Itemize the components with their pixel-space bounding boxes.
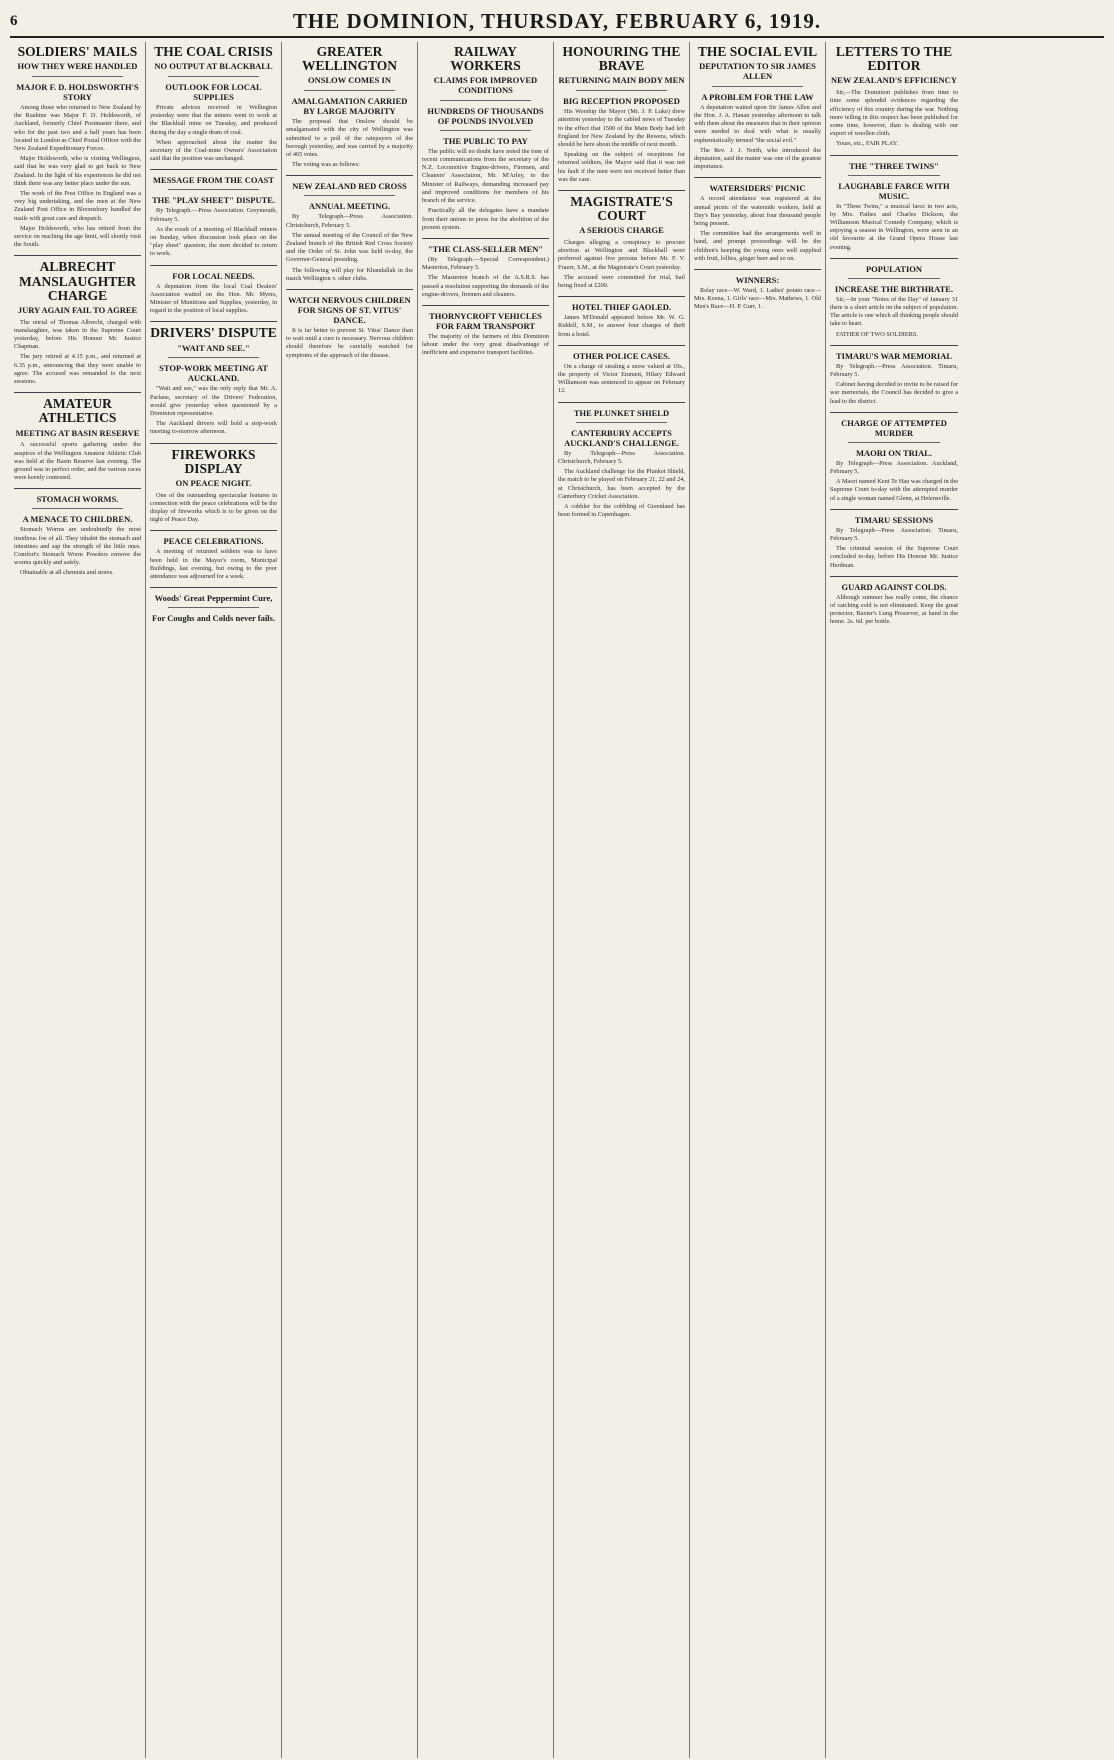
article-paragraph: The Masterton branch of the A.S.R.S. has passed a resolution supporting the demands of the engine-drivers, firemen and cleaners.	[422, 274, 549, 298]
article	[558, 345, 685, 396]
article-body	[150, 283, 277, 316]
article-deck: MAORI ON TRIAL.	[855, 447, 933, 458]
article	[150, 443, 277, 525]
article	[150, 530, 277, 581]
article	[422, 238, 549, 299]
article	[286, 45, 413, 169]
article-separator	[422, 238, 549, 239]
article-paragraph: The proposal that Onslow should be amalgamated with the city of Wellington was submitted to a poll of the ratepayers of the borough yesterday, and was carried by a majority of 465 votes.	[286, 118, 413, 158]
article-deck: "WAIT AND SEE."	[177, 342, 250, 353]
article-deck: MESSAGE FROM THE COAST	[153, 175, 274, 186]
article-headline: GREATER WELLINGTON	[301, 44, 398, 74]
article-body	[422, 148, 549, 232]
article-body	[150, 385, 277, 436]
article-body	[422, 256, 549, 299]
article-headline: AMATEUR ATHLETICS	[38, 396, 117, 426]
article-body	[830, 527, 958, 570]
article-paragraph: By Telegraph—Press Association. Christchurch, February 5.	[558, 449, 685, 465]
article-paragraph: FATHER OF TWO SOLDIERS.	[836, 330, 918, 338]
article-paragraph: The Auckland challenge for the Plunket Shield, the match to be played on February 21, 22 and 24, at Christchurch, has been accepted by the Canterbury Cricket Association.	[558, 468, 685, 500]
article-headline: FIREWORKS DISPLAY	[171, 446, 256, 476]
deck-rule	[168, 607, 259, 608]
article-separator	[150, 265, 277, 266]
article-deck: NEW ZEALAND RED CROSS	[292, 181, 407, 192]
article-deck: STOMACH WORMS.	[36, 494, 119, 505]
article-paragraph: A deputation from the local Coal Dealers' Association waited on the Hon. Mr. Myers, Minister of Munitions and Supplies, yesterday, in regard to the position of local supplies.	[150, 282, 277, 315]
article-paragraph: Sir,—The Dominion publishes from time to time some splendid evidences regarding the efficiency of this country during the war. Nothing more telling in this respect has been published for some time, however, than is dealing with our export of woollen cloth.	[830, 89, 958, 138]
article-paragraph: On a charge of stealing a snow valued at 10s., the property of Victor Emmett, Hilary Edward Williamson was sentenced to appear on February 12.	[558, 362, 685, 395]
article-deck: A SERIOUS CHARGE	[579, 225, 664, 236]
column-6	[690, 42, 826, 1758]
article	[830, 345, 958, 406]
deck-rule	[848, 442, 940, 443]
article-paragraph: Among those who returned to New Zealand by the Ruahine was Major F. D. Holdsworth, of Auckland, formerly Chief Postmaster there, and who for the past two and a half years has been located in London as Chief Postal Officer with the New Zealand Expeditionary Forces.	[14, 103, 141, 152]
article-paragraph: "Wait and see," was the only reply that Mr. A. Parlane, secretary of the Drivers' Federation, would give yesterday when questioned by a Dominion representative.	[150, 385, 277, 417]
article	[150, 321, 277, 436]
deck-rule	[576, 422, 667, 423]
article-headline: RAILWAY WORKERS	[450, 44, 521, 74]
article-deck: INCREASE THE BIRTHRATE.	[834, 283, 954, 294]
article-deck: CLAIMS FOR IMPROVED CONDITIONS	[433, 75, 538, 96]
article	[150, 45, 277, 163]
article-separator	[150, 530, 277, 531]
article-body	[558, 314, 685, 339]
article-paragraph: Although summer has really come, the chance of catching cold is not eliminated. Keep the great protector, Baxter's Lung Preserver, at hand in the home. 2s. 6d. per bottle.	[830, 593, 958, 626]
article	[150, 169, 277, 258]
deck-rule	[848, 278, 940, 279]
article-deck: ONSLOW COMES IN	[308, 75, 391, 86]
article-paragraph: The Rev. J. J. North, who introduced the deputation, said the matter was one of the greatest importance.	[694, 146, 821, 171]
article-body	[14, 441, 141, 482]
article-paragraph: Speaking on the subject of receptions for returned soldiers, the Mayor said that it was not his fault if the men were not received better than was the case.	[558, 151, 685, 183]
article-separator	[422, 305, 549, 306]
article-paragraph: The retrial of Thomas Albrecht, charged with manslaughter, was taken in the Supreme Court yesterday, before His Honour Mr. Justice Chapman.	[14, 318, 141, 351]
article-deck: MAJOR F. D. HOLDSWORTH'S STORY	[16, 81, 139, 102]
article-body	[694, 287, 821, 312]
article-paragraph: The majority of the farmers of this Dominion labour under the very great disadvantage of inefficient and expensive transport facilities.	[422, 332, 549, 357]
article	[830, 155, 958, 252]
article-body	[830, 460, 958, 503]
article-paragraph: As the result of a meeting of Blackball miners on Sunday, when discussion took place on the "play sheet" question, the men decided to return to work.	[150, 225, 277, 258]
article	[830, 509, 958, 570]
article-paragraph: Relay race—W. Ward, 1. Ladies' potato race—Mrs. Keena, 1. Girls' race—Mrs. Mathews, 1. Old Men's Race—H. P. Gurr, 1.	[694, 286, 821, 311]
article-separator	[150, 169, 277, 170]
article	[830, 45, 958, 149]
article-paragraph: A cobbler for the cobbling of Greenland has been formed in Copenhagen.	[558, 502, 685, 519]
article-separator	[830, 345, 958, 346]
article-separator	[558, 296, 685, 297]
article-deck: A PROBLEM FOR THE LAW	[701, 91, 814, 102]
article-paragraph: Major Holdsworth, who has retired from the service on reaching the age limit, will shortly visit the South.	[14, 224, 141, 249]
article-paragraph: By Telegraph.—Press Association. Greymouth, February 5.	[150, 207, 277, 223]
article-paragraph: A successful sports gathering under the auspices of the Wellington Amateur Athletic Club was held at the Basin Reserve last evening. The ground was in perfect order, and the various races were keenly contested.	[14, 441, 141, 482]
article-body	[14, 526, 141, 577]
article-paragraph: The accused were committed for trial, bail being fixed at £200.	[558, 273, 685, 290]
column-1	[10, 42, 146, 1758]
article-separator	[830, 258, 958, 259]
article-headline: THE SOCIAL EVIL	[697, 44, 818, 59]
article-paragraph: The annual meeting of the Council of the New Zealand branch of the British Red Cross Society and the Order of St. John was held to-day, the Governor-General presiding.	[286, 231, 413, 264]
article-paragraph: A meeting of returned soldiers was to have been held in the Mayor's room, Municipal Buildings, last evening, but owing to the poor attendance was adjourned for a week.	[150, 548, 277, 581]
article	[558, 190, 685, 290]
article	[558, 402, 685, 520]
deck-rule	[576, 90, 667, 91]
article-paragraph: Stomach Worms are undoubtedly the most insidious foe of all. They inhabit the stomach and intestines and sap the strength of the little ones. Comfort's Stomach Worm Powders remove the worms quickly and safely.	[14, 526, 141, 567]
article-body	[558, 363, 685, 396]
article-separator	[694, 177, 821, 178]
article-body	[150, 207, 277, 258]
article-body	[694, 104, 821, 172]
article	[694, 177, 821, 263]
article-deck: OUTLOOK FOR LOCAL SUPPLIES	[165, 81, 262, 102]
deck-rule	[32, 508, 123, 509]
article-separator	[286, 289, 413, 290]
article-paragraph: Sir,—In your "Notes of the Day" of January 31 there is a short article on the subject of population. The article is one which all thinking people should take to heart.	[830, 295, 958, 328]
article	[150, 265, 277, 316]
article-deck: LAUGHABLE FARCE WITH MUSIC.	[838, 180, 950, 201]
article-paragraph: By Telegraph—Press Association. Christchurch, February 5.	[286, 213, 413, 229]
article-deck: DEPUTATION TO SIR JAMES ALLEN	[699, 61, 816, 81]
article-body	[558, 239, 685, 290]
article-separator	[150, 443, 277, 444]
article-paragraph: When approached about the matter the secretary of the Coal-mine Owners' Association said that the position was unchanged.	[150, 138, 277, 163]
article-deck: WATERSIDERS' PICNIC	[709, 183, 806, 194]
article-separator	[830, 576, 958, 577]
article-deck: POPULATION	[865, 263, 923, 274]
article	[286, 175, 413, 283]
deck-rule	[168, 189, 259, 190]
column-3	[282, 42, 418, 1758]
article-deck: CHARGE OF ATTEMPTED MURDER	[841, 417, 947, 438]
article-deck: TIMARU'S WAR MEMORIAL	[835, 350, 953, 361]
article-body	[286, 118, 413, 169]
article-paragraph: By Telegraph.—Press Association. Timaru, February 5.	[830, 362, 958, 378]
article	[14, 255, 141, 386]
article-paragraph: Practically all the delegates have a mandate from their unions to press for the abolition of the present system.	[422, 207, 549, 231]
column-4	[418, 42, 554, 1758]
article-body	[830, 363, 958, 406]
article	[422, 45, 549, 232]
deck-rule	[440, 130, 531, 131]
article-paragraph: Cabinet having decided to invite to be raised for war memorials, the Council has decided to give a lead to the district.	[830, 381, 958, 405]
page-number: 6	[10, 12, 18, 29]
article-body	[150, 548, 277, 581]
article-deck: WATCH NERVOUS CHILDREN FOR SIGNS OF ST. VITUS' DANCE.	[288, 294, 411, 325]
column-5	[554, 42, 690, 1758]
article-paragraph: Charges alleging a conspiracy to procure abortion at Wellington and Blackball were preferred against five persons before Mr. F. V. Frazer, S.M., at the Magistrate's Court yesterday.	[558, 239, 685, 271]
article-body	[558, 108, 685, 184]
article	[286, 289, 413, 360]
deck-rule	[440, 100, 531, 101]
deck-rule	[712, 86, 803, 87]
article-paragraph: The criminal session of the Supreme Court concluded to-day, before His Honour Mr. Justice Herdman.	[830, 545, 958, 569]
article-paragraph: It is far better to prevent St. Vitus' Dance than to wait until a cure is necessary. Nervous children should therefore be carefully watched for symptoms of the approach of the disease.	[286, 326, 413, 359]
article-deck: NO OUTPUT AT BLACKBALL	[154, 61, 273, 72]
article-deck: THORNYCROFT VEHICLES FOR FARM TRANSPORT	[429, 310, 542, 331]
article-deck: THE "PLAY SHEET" DISPUTE.	[151, 195, 276, 206]
article-columns	[10, 42, 1104, 1758]
article-deck: NEW ZEALAND'S EFFICIENCY	[831, 75, 957, 86]
article-paragraph: A deputation waited upon Sir James Allen and the Hon. J. A. Hanan yesterday afternoon to talk with them about the measures that in their opinion were needed to deal with what is usually euphemistically termed "the social evil."	[694, 103, 821, 144]
article-separator	[150, 321, 277, 322]
article-deck: AMALGAMATION CARRIED BY LARGE MAJORITY	[291, 96, 408, 117]
deck-rule	[168, 76, 259, 77]
article-body	[830, 203, 958, 252]
article-deck: THE "THREE TWINS"	[849, 160, 939, 171]
article-body	[830, 296, 958, 339]
article-headline: ALBRECHT MANSLAUGHTER CHARGE	[18, 259, 136, 303]
article-paragraph: The committee had the arrangements well in hand, and prompt proceedings will be the children's keeping the young ones well supplied with fruit, lollies, ginger beer and so on.	[694, 230, 821, 262]
article-body	[558, 450, 685, 520]
article-paragraph: The work of the Post Office in England was a very big undertaking, and the men at the New Zealand Post Office in Bloomsbury handled the mails with great care and despatch.	[14, 189, 141, 222]
article-deck: For Coughs and Colds never fails.	[152, 613, 275, 624]
article-deck: CANTERBURY ACCEPTS AUCKLAND'S CHALLENGE.	[564, 427, 679, 448]
article-deck: FOR LOCAL NEEDS.	[172, 270, 255, 281]
article-paragraph: The following will play for Khandallah in the match Wellington v. other clubs.	[286, 266, 413, 282]
deck-rule	[304, 90, 395, 91]
article	[558, 296, 685, 339]
article-headline: SOLDIERS' MAILS	[17, 44, 138, 59]
article-paragraph: His Worship the Mayor (Mr. J. P. Luke) drew attention yesterday to the cabled news of Tuesday to the effect that 1500 of the Main Body had left England for New Zealand by the Rewera, which should be here about the middle of next month.	[558, 108, 685, 148]
article-deck: HOW THEY WERE HANDLED	[17, 61, 138, 72]
article-paragraph: By Telegraph—Press Association. Timaru, February 5.	[830, 526, 958, 542]
article	[694, 269, 821, 312]
article-deck: ANNUAL MEETING.	[308, 201, 391, 212]
article-headline: LETTERS TO THE EDITOR	[835, 44, 953, 74]
article-paragraph: A Maori named Keni Te Hau was charged in the Supreme Court to-day with the attempted murder of a single woman named Glenn, at Helensville.	[830, 478, 958, 502]
article	[830, 258, 958, 339]
article-headline: HONOURING THE BRAVE	[562, 44, 681, 74]
article-deck: Woods' Great Peppermint Cure,	[154, 593, 273, 604]
article-separator	[830, 412, 958, 413]
article-deck: GUARD AGAINST COLDS.	[841, 581, 947, 592]
article	[14, 45, 141, 249]
article-separator	[14, 392, 141, 393]
article-body	[150, 492, 277, 525]
column-7	[826, 42, 962, 1758]
article-deck: HOTEL THIEF GAOLED.	[572, 302, 671, 313]
article-paragraph: The Auckland drivers will hold a stop-work meeting to-morrow afternoon.	[150, 420, 277, 436]
article-paragraph: One of the outstanding spectacular features in connection with the peace celebrations will be the display of fireworks which is to be given on the night of Peace Day.	[150, 491, 277, 524]
article-paragraph: The voting was as follows:	[292, 161, 360, 169]
article	[14, 392, 141, 482]
article-body	[150, 104, 277, 163]
article-deck: MEETING AT BASIN RESERVE	[15, 427, 140, 438]
article	[150, 587, 277, 623]
article-deck: HUNDREDS OF THOUSANDS OF POUNDS INVOLVED	[427, 105, 544, 126]
article-separator	[286, 175, 413, 176]
article-paragraph: Yours, etc., FAIR PLAY.	[836, 140, 899, 148]
column-2	[146, 42, 282, 1758]
article	[14, 488, 141, 577]
article-body	[422, 333, 549, 358]
article-deck: RETURNING MAIN BODY MEN	[558, 75, 685, 86]
article-paragraph: Major Holdsworth, who is visiting Wellington, said that he was very glad to get back to New Zealand. In the light of his experiences he did not think there was any better place under the sun.	[14, 155, 141, 187]
article-body	[14, 104, 141, 249]
deck-rule	[32, 76, 123, 77]
article-paragraph: Private advices received in Wellington yesterday were that the miners went to work at the Blackball mine on Tuesday, and produced during the day a single dram of coal.	[150, 103, 277, 136]
article	[694, 45, 821, 171]
deck-rule	[848, 175, 940, 176]
article-deck: WINNERS:	[735, 274, 780, 285]
article	[422, 305, 549, 358]
article-headline: THE COAL CRISIS	[154, 44, 273, 59]
article-deck: STOP-WORK MEETING AT AUCKLAND.	[159, 363, 268, 384]
article-deck: JURY AGAIN FAIL TO AGREE	[17, 304, 138, 315]
newspaper-title: THE DOMINION, THURSDAY, FEBRUARY 6, 1919.	[292, 8, 822, 33]
article-separator	[558, 345, 685, 346]
article-paragraph: James M'Donald appeared before Mr. W. G. Riddell, S.M., to answer four charges of theft from a hotel.	[558, 314, 685, 338]
article-deck: A MENACE TO CHILDREN.	[22, 514, 133, 525]
article-deck: THE PLUNKET SHIELD	[573, 407, 670, 418]
article-deck: BIG RECEPTION PROPOSED	[563, 96, 680, 107]
article-separator	[830, 155, 958, 156]
article-deck: OTHER POLICE CASES.	[572, 350, 671, 361]
masthead	[10, 6, 1104, 38]
article-paragraph: By Telegraph—Press Association. Auckland, February 5.	[830, 459, 958, 475]
article-headline: MAGISTRATE'S COURT	[570, 193, 673, 224]
article-body	[286, 213, 413, 283]
article-paragraph: In "Three Twins," a musical farce in two acts, by Mrs. Pathes and Charles Dickson, the Williamson Musical Comedy Company, which is enjoying a season in Wellington, were seen in an old favourite at the Grand Opera House last evening.	[830, 202, 958, 251]
article-paragraph: The jury retired at 4.15 p.m., and returned at 6.35 p.m., announcing that they were unable to agree. The accused was remanded to the next sessions.	[14, 353, 141, 386]
article-paragraph: (By Telegraph.—Special Correspondent.) Masterton, February 5.	[422, 255, 549, 272]
article-separator	[830, 509, 958, 510]
article-body	[830, 89, 958, 148]
deck-rule	[304, 195, 395, 196]
article-separator	[694, 269, 821, 270]
article-separator	[150, 587, 277, 588]
deck-rule	[168, 357, 259, 358]
article-body	[14, 319, 141, 387]
article-deck: THE PUBLIC TO PAY	[443, 135, 528, 146]
article-paragraph: Obtainable at all chemists and stores.	[20, 569, 114, 577]
article-body	[830, 594, 958, 627]
article-deck: "THE CLASS-SELLER MEN"	[427, 243, 544, 254]
article	[830, 576, 958, 627]
article	[558, 45, 685, 184]
article	[830, 412, 958, 503]
article-deck: ON PEACE NIGHT.	[175, 477, 252, 488]
article-headline: DRIVERS' DISPUTE	[150, 325, 277, 341]
article-deck: PEACE CELEBRATIONS.	[163, 536, 264, 547]
article-deck: TIMARU SESSIONS	[854, 514, 934, 525]
article-paragraph: The public will no doubt have noted the tone of recent communications from the secretary of the N.Z. Locomotive Engine-drivers, Firemen, and Cleaners' Association, Mr. M'Arley, to the Minister of Railways, demanding increased pay and improved conditions for members of his branch of the service.	[422, 147, 549, 205]
article-separator	[558, 190, 685, 191]
article-separator	[558, 402, 685, 403]
article-body	[694, 195, 821, 263]
article-separator	[14, 255, 141, 256]
article-separator	[14, 488, 141, 489]
article-body	[286, 327, 413, 360]
article-paragraph: A record attendance was registered at the annual picnic of the waterside workers, held at Day's Bay yesterday, about four thousand people being present.	[694, 195, 821, 227]
